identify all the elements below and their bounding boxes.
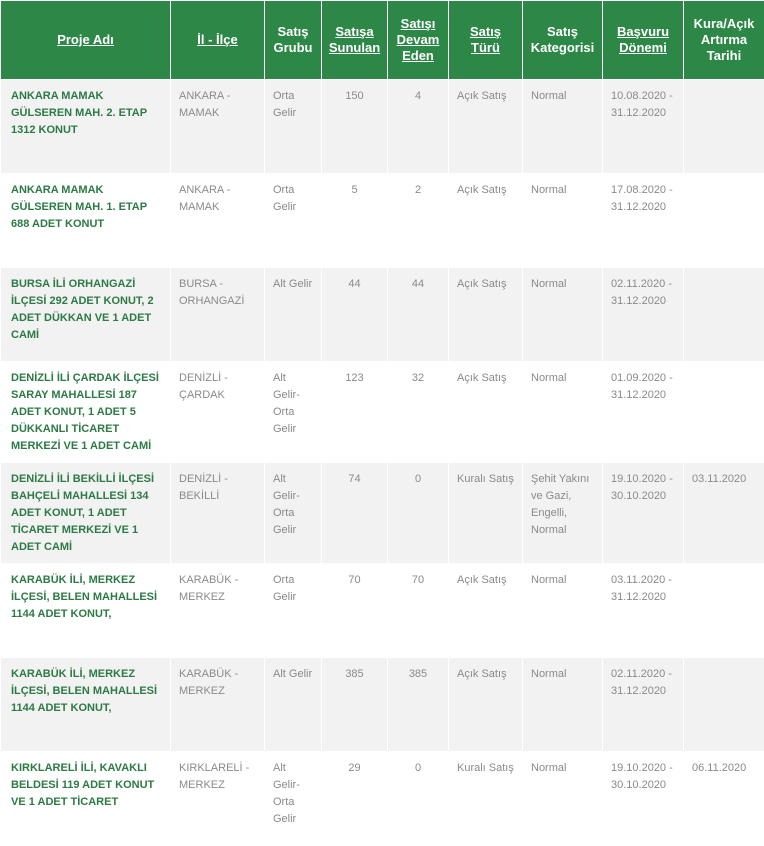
project-name[interactable]: BURSA İLİ ORHANGAZİ İLÇESİ 292 ADET KONUT, 2 ADET DÜKKAN VE 1 ADET CAMİ [1,268,171,362]
application-period: 03.11.2020 - 31.12.2020 [603,564,684,658]
offered-count: 150 [322,80,388,174]
project-name[interactable]: ANKARA MAMAK GÜLSEREN MAH. 1. ETAP 688 ADET KONUT [1,174,171,268]
table-row [1,268,764,362]
province-district: KARABÜK - MERKEZ [171,658,265,752]
ongoing-count: 44 [388,268,449,362]
sales-type: Açık Satış [449,362,523,463]
lottery-date [684,80,764,174]
sales-category: Normal [523,268,603,362]
table-row [1,362,764,463]
application-period: 19.10.2020 - 30.10.2020 [603,752,684,846]
sales-type: Açık Satış [449,80,523,174]
application-period: 02.11.2020 - 31.12.2020 [603,268,684,362]
application-period: 17.08.2020 - 31.12.2020 [603,174,684,268]
province-district: ANKARA - MAMAK [171,174,265,268]
project-name[interactable]: ANKARA MAMAK GÜLSEREN MAH. 2. ETAP 1312 KONUT [1,80,171,174]
offered-count: 385 [322,658,388,752]
province-district: DENİZLİ - BEKİLLİ [171,463,265,564]
table-row [1,564,764,658]
sales-category: Normal [523,658,603,752]
lottery-date [684,658,764,752]
sales-category: Şehit Yakını ve Gazi, Engelli, Normal [523,463,603,564]
header-satis-grubu: Satış Grubu [265,1,322,80]
ongoing-count: 32 [388,362,449,463]
offered-count: 44 [322,268,388,362]
header-proje-adi[interactable]: Proje Adı [1,1,171,80]
header-satisi-devam-eden[interactable]: Satışı Devam Eden [388,1,449,80]
header-kura-tarihi: Kura/Açık Artırma Tarihi [684,1,764,80]
sales-group: Orta Gelir [265,80,322,174]
sales-type: Kuralı Satış [449,752,523,846]
lottery-date [684,362,764,463]
lottery-date: 03.11.2020 [684,463,764,564]
sales-category: Normal [523,80,603,174]
sales-category: Normal [523,564,603,658]
sales-group: Alt Gelir-Orta Gelir [265,362,322,463]
sales-group: Alt Gelir-Orta Gelir [265,463,322,564]
province-district: ANKARA - MAMAK [171,80,265,174]
header-satisa-sunulan[interactable]: Satışa Sunulan [322,1,388,80]
application-period: 01.09.2020 - 31.12.2020 [603,362,684,463]
application-period: 19.10.2020 - 30.10.2020 [603,463,684,564]
lottery-date [684,174,764,268]
table-row [1,463,764,564]
sales-category: Normal [523,752,603,846]
project-name[interactable]: KIRKLARELİ İLİ, KAVAKLI BELDESİ 119 ADET KONUT VE 1 ADET TİCARET [1,752,171,846]
sales-group: Alt Gelir [265,658,322,752]
sales-type: Açık Satış [449,174,523,268]
project-name[interactable]: DENİZLİ İLİ BEKİLLİ İLÇESİ BAHÇELİ MAHALLESİ 134 ADET KONUT, 1 ADET TİCARET MERKEZİ VE 1 ADET CAMİ [1,463,171,564]
offered-count: 5 [322,174,388,268]
province-district: KARABÜK - MERKEZ [171,564,265,658]
province-district: KIRKLARELİ - MERKEZ [171,752,265,846]
lottery-date: 06.11.2020 [684,752,764,846]
sales-type: Açık Satış [449,268,523,362]
sales-group: Orta Gelir [265,564,322,658]
province-district: BURSA - ORHANGAZİ [171,268,265,362]
sales-group: Orta Gelir [265,174,322,268]
offered-count: 70 [322,564,388,658]
header-row [1,1,764,80]
application-period: 10.08.2020 - 31.12.2020 [603,80,684,174]
lottery-date [684,564,764,658]
header-satis-kategorisi: Satış Kategorisi [523,1,603,80]
application-period: 02.11.2020 - 31.12.2020 [603,658,684,752]
table-row [1,80,764,174]
sales-group: Alt Gelir [265,268,322,362]
sales-type: Açık Satış [449,564,523,658]
sales-type: Açık Satış [449,658,523,752]
sales-group: Alt Gelir-Orta Gelir [265,752,322,846]
header-il-ilce[interactable]: İl - İlçe [171,1,265,80]
header-satis-turu[interactable]: Satış Türü [449,1,523,80]
sales-category: Normal [523,174,603,268]
lottery-date [684,268,764,362]
project-name[interactable]: KARABÜK İLİ, MERKEZ İLÇESİ, BELEN MAHALLESİ 1144 ADET KONUT, [1,658,171,752]
project-name[interactable]: KARABÜK İLİ, MERKEZ İLÇESİ, BELEN MAHALLESİ 1144 ADET KONUT, [1,564,171,658]
project-name[interactable]: DENİZLİ İLİ ÇARDAK İLÇESİ SARAY MAHALLESİ 187 ADET KONUT, 1 ADET 5 DÜKKANLI TİCARET MERKEZİ VE 1 ADET CAMİ [1,362,171,463]
table-row [1,752,764,846]
offered-count: 74 [322,463,388,564]
province-district: DENİZLİ - ÇARDAK [171,362,265,463]
ongoing-count: 0 [388,463,449,564]
offered-count: 29 [322,752,388,846]
ongoing-count: 0 [388,752,449,846]
table-row [1,658,764,752]
ongoing-count: 4 [388,80,449,174]
table-row [1,174,764,268]
sales-category: Normal [523,362,603,463]
offered-count: 123 [322,362,388,463]
ongoing-count: 2 [388,174,449,268]
ongoing-count: 70 [388,564,449,658]
ongoing-count: 385 [388,658,449,752]
sales-type: Kuralı Satış [449,463,523,564]
header-basvuru-donemi[interactable]: Başvuru Dönemi [603,1,684,80]
